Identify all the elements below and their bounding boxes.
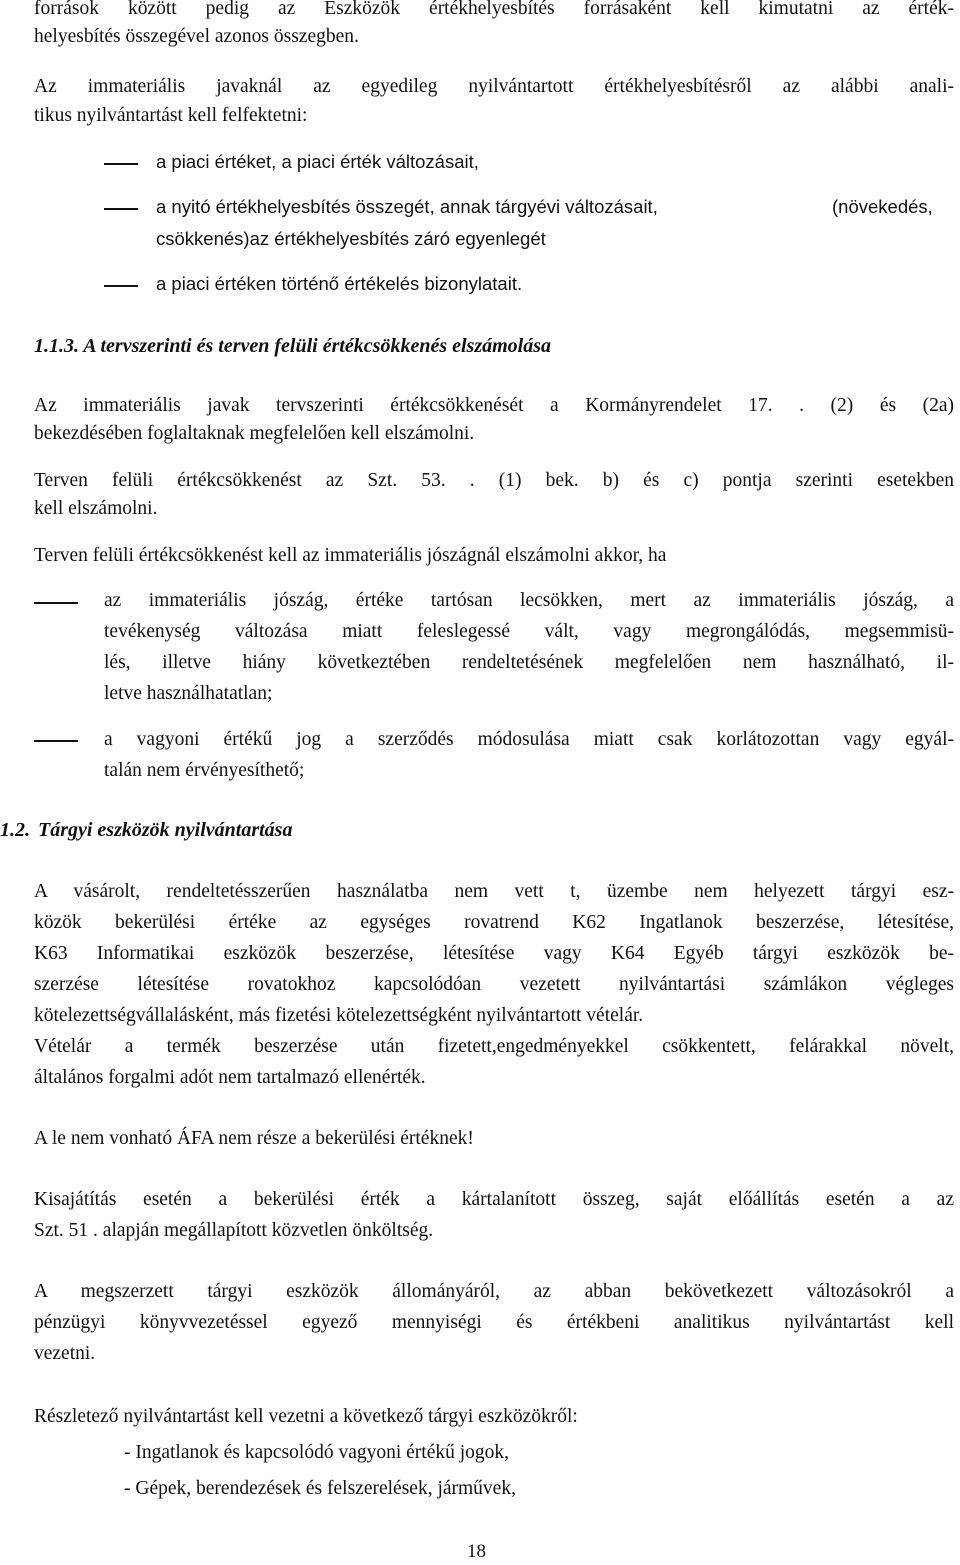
bullet-1-line-2: tevékenység változása miatt feleslegessé vált, vagy megrongálódás, megsemmisü-	[104, 621, 954, 642]
intro-line-4: tikus nyilvántartást kell felfektetni:	[34, 105, 308, 126]
bullet-1-line-3: lés, illetve hiány következtében rendeltetésének megfelelően nem használható, il-	[104, 652, 954, 673]
intro-list-item-2-line-2: csökkenés)az értékhelyesbítés záró egyenlegét	[156, 228, 546, 249]
section-1-2-title: Tárgyi eszközök nyilvántartása	[38, 819, 293, 841]
section-1-2-p5-line-2: pénzügyi könyvvezetéssel egyező mennyiségi és értékbeni analitikus nyilvántartást kell	[34, 1312, 954, 1333]
intro-list-item-1: a piaci értéket, a piaci érték változásait,	[156, 151, 479, 172]
section-1-2-p5-line-1: A megszerzett tárgyi eszközök állományáról, az abban bekövetkezett változásokról a	[34, 1281, 954, 1302]
section-1-1-3-p3: Terven felüli értékcsökkenést kell az immateriális jószágnál elszámolni akkor, ha	[34, 545, 667, 566]
section-1-2-p3: A le nem vonható ÁFA nem része a bekerülési értéknek!	[34, 1128, 474, 1149]
intro-list-item-2-line-1: a nyitó értékhelyesbítés összegét, annak tárgyévi változásait,	[156, 196, 658, 217]
section-1-2-p4-line-2: Szt. 51 . alapján megállapított közvetlen önköltség.	[34, 1220, 434, 1241]
section-1-2-p1-line-3: K63 Informatikai eszközök beszerzése, létesítése vagy K64 Egyéb tárgyi eszközök be-	[34, 943, 954, 964]
dash-bullet	[104, 285, 138, 287]
dash-bullet	[34, 740, 78, 742]
intro-line-3: Az immateriális javaknál az egyedileg nyilvántartott értékhelyesbítésről az alábbi anali-	[34, 76, 954, 97]
dash-bullet	[104, 208, 138, 210]
section-1-2-p1-line-5: kötelezettségvállalásként, más fizetési kötelezettségként nyilvántartott vételár.	[34, 1005, 644, 1026]
section-1-2-p1-line-4: szerzése létesítése rovatokhoz kapcsolódóan vezetett nyilvántartási számlákon végleges	[34, 974, 954, 995]
intro-line-2: helyesbítés összegével azonos összegben.	[34, 26, 359, 47]
section-1-2-p4-line-1: Kisajátítás esetén a bekerülési érték a kártalanított összeg, saját előállítás esetén a az	[34, 1189, 954, 1210]
section-1-2-p2-line-1: Vételár a termék beszerzése után fizetett,engedményekkel csökkentett, felárakkal növelt,	[34, 1036, 954, 1057]
intro-line-1: források között pedig az Eszközök értékhelyesbítés forrásaként kell kimutatni az érték-	[34, 0, 954, 19]
intro-list-item-2-tail: (növekedés,	[832, 196, 933, 217]
list-item: - Ingatlanok és kapcsolódó vagyoni értékű jogok,	[124, 1442, 510, 1463]
section-1-1-3-p1-line-2: bekezdésében foglaltaknak megfelelően kell elszámolni.	[34, 423, 475, 444]
section-1-1-3-p2-line-2: kell elszámolni.	[34, 498, 158, 519]
dash-bullet	[104, 163, 138, 165]
section-1-2-p5-line-3: vezetni.	[34, 1343, 96, 1364]
page-number: 18	[467, 1541, 486, 1562]
section-1-2-number: 1.2.	[0, 819, 30, 841]
bullet-2-line-2: talán nem érvényesíthető;	[104, 760, 305, 781]
section-1-2-p1-line-2: közök bekerülési értéke az egységes rovatrend K62 Ingatlanok beszerzése, létesítése,	[34, 912, 954, 933]
intro-list-item-3: a piaci értéken történő értékelés bizonylatait.	[156, 273, 523, 294]
list-item: - Gépek, berendezések és felszerelések, járművek,	[124, 1478, 516, 1499]
section-1-1-3-heading: 1.1.3. A tervszerinti és terven felüli értékcsökkenés elszámolása	[34, 335, 552, 357]
section-1-1-3-p1-line-1: Az immateriális javak tervszerinti értékcsökkenését a Kormányrendelet 17. . (2) és (2a)	[34, 395, 954, 416]
section-1-2-p6: Részletező nyilvántartást kell vezetni a következő tárgyi eszközökről:	[34, 1406, 578, 1427]
section-1-2-p1-line-1: A vásárolt, rendeltetésszerűen használatba nem vett t, üzembe nem helyezett tárgyi esz-	[34, 881, 954, 902]
bullet-1-line-4: letve használhatatlan;	[104, 683, 273, 704]
section-1-1-3-p2-line-1: Terven felüli értékcsökkenést az Szt. 53. . (1) bek. b) és c) pontja szerinti esetekben	[34, 470, 954, 491]
bullet-2-line-1: a vagyoni értékű jog a szerződés módosulása miatt csak korlátozottan vagy egyál-	[104, 729, 954, 750]
bullet-1-line-1: az immateriális jószág, értéke tartósan lecsökken, mert az immateriális jószág, a	[104, 590, 954, 611]
section-1-2-p2-line-2: általános forgalmi adót nem tartalmazó ellenérték.	[34, 1067, 426, 1088]
dash-bullet	[34, 602, 78, 604]
